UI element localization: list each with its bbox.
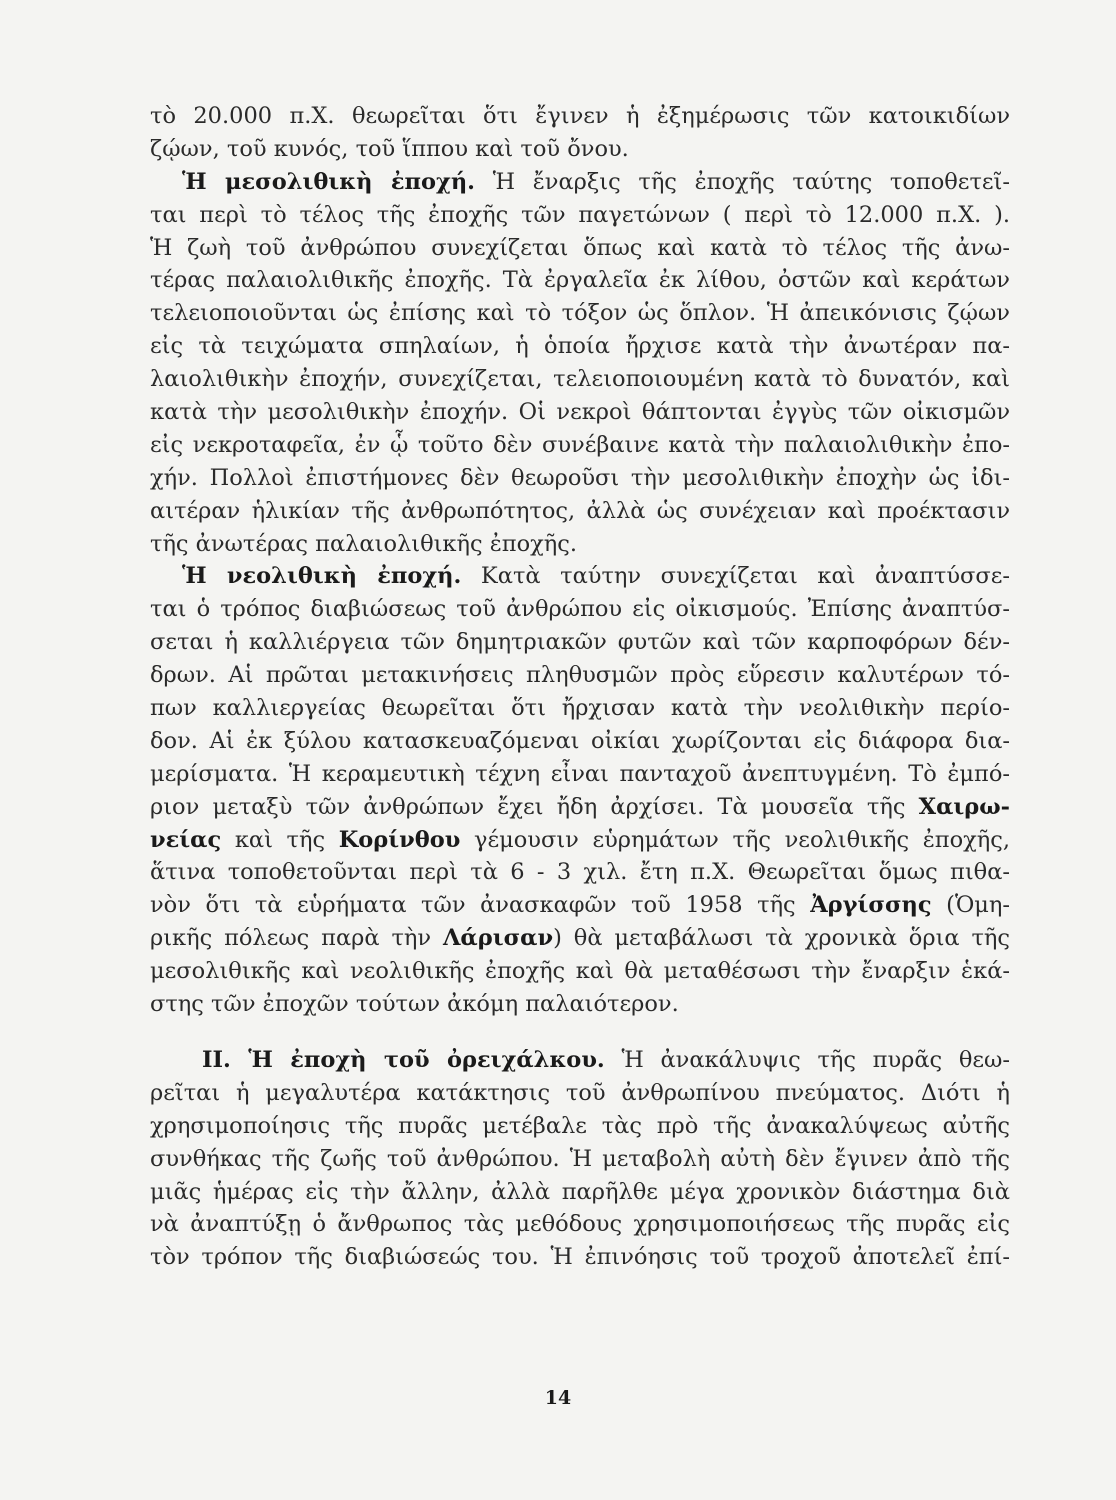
text-run: ρεῖται ἡ μεγαλυτέρα κατάκτησις τοῦ ἀνθρωπίνου πνεύματος. Διότι ἡ: [150, 1079, 1010, 1106]
text-run: αιτέραν ἡλικίαν τῆς ἀνθρωπότητος, ἀλλὰ ὡς συνέχειαν καὶ προέκτασιν: [150, 497, 1010, 524]
text-line: [150, 1241, 1010, 1274]
text-line: [150, 297, 1010, 330]
place-name-argissa: Ἀργίσσης: [810, 892, 932, 919]
text-run: κατὰ τὴν μεσολιθικὴν ἐποχήν. Οἱ νεκροὶ θάπτονται ἐγγὺς τῶν οἰκισμῶν: [150, 399, 1010, 426]
text-line: [150, 528, 1010, 561]
text-run: ριον μεταξὺ τῶν ἀνθρώπων ἔχει ἤδη ἀρχίσει. Τὰ μουσεῖα τῆς: [150, 793, 919, 820]
text-run: χήν. Πολλοὶ ἐπιστήμονες δὲν θεωροῦσι τὴν μεσολιθικὴν ἐποχὴν ὡς ἰδι-: [150, 464, 1010, 491]
text-run: μιᾶς ἡμέρας εἰς τὴν ἄλλην, ἀλλὰ παρῆλθε μέγα χρονικὸν διάστημα διὰ: [150, 1178, 1010, 1205]
text-run: ἅτινα τοποθετοῦνται περὶ τὰ 6 - 3 χιλ. ἔτη π.Χ. Θεωρεῖται ὅμως πιθα-: [150, 859, 1010, 886]
text-line: [150, 725, 1010, 758]
place-name-korinthos: Κορίνθου: [338, 826, 461, 853]
text-line: [150, 363, 1010, 396]
text-line: [150, 889, 1010, 922]
text-run: σεται ἡ καλλιέργεια τῶν δημητριακῶν φυτῶν καὶ τῶν καρποφόρων δέν-: [150, 629, 1010, 656]
section-heading-neolithic: Ἡ νεολιθικὴ ἐποχή.: [182, 563, 462, 590]
text-run: ζῴων, τοῦ κυνός, τοῦ ἵππου καὶ τοῦ ὄνου.: [150, 135, 629, 162]
text-line: [150, 199, 1010, 232]
text-line: [150, 659, 1010, 692]
section-heading-line: [150, 166, 1010, 199]
text-run: καὶ τῆς: [221, 826, 339, 853]
text-run: ται περὶ τὸ τέλος τῆς ἐποχῆς τῶν παγετώνων ( περὶ τὸ 12.000 π.Χ. ).: [150, 201, 1010, 228]
text-line: [150, 429, 1010, 462]
text-line: [150, 922, 1010, 955]
page-number: 14: [544, 1387, 572, 1409]
place-name-chaironeia: Χαιρω-: [918, 793, 1010, 820]
text-run: λαιολιθικὴν ἐποχήν, συνεχίζεται, τελειοποιουμένη κατὰ τὸ δυνατόν, καὶ: [150, 366, 1010, 393]
text-line: [150, 1143, 1010, 1176]
text-run: εἰς τὰ τειχώματα σπηλαίων, ἡ ὁποία ἤρχισε κατὰ τὴν ἀνωτέραν πα-: [150, 333, 1010, 360]
text-line: [150, 1110, 1010, 1143]
text-run: Κατὰ ταύτην συνεχίζεται καὶ ἀναπτύσσε-: [461, 563, 1010, 590]
text-run: δον. Αἱ ἐκ ξύλου κατασκευαζόμεναι οἰκίαι χωρίζονται εἰς διάφορα δια-: [150, 727, 1010, 754]
text-run: γέμουσιν εὑρημάτων τῆς νεολιθικῆς ἐποχῆς,: [460, 826, 1010, 853]
text-line: [150, 495, 1010, 528]
text-line: [150, 1208, 1010, 1241]
text-run: τελειοποιοῦνται ὡς ἐπίσης καὶ τὸ τόξον ὡς ὅπλον. Ἡ ἀπεικόνισις ζῴων: [150, 300, 1010, 327]
text-line: [150, 692, 1010, 725]
section-heading-line: [150, 1044, 1010, 1077]
text-line: [150, 133, 1010, 166]
text-line: [150, 232, 1010, 265]
section-gap: [150, 1021, 1010, 1044]
text-run: χρησιμοποίησις τῆς πυρᾶς μετέβαλε τὰς πρὸ τῆς ἀνακαλύψεως αὐτῆς: [150, 1112, 1010, 1139]
text-line: [150, 264, 1010, 297]
text-line: [150, 856, 1010, 889]
text-run: τὸ 20.000 π.Χ. θεωρεῖται ὅτι ἔγινεν ἡ ἐξημέρωσις τῶν κατοικιδίων: [150, 103, 1010, 129]
text-run: τὸν τρόπον τῆς διαβιώσεώς του. Ἡ ἐπινόησις τοῦ τροχοῦ ἀποτελεῖ ἐπί-: [150, 1244, 1010, 1271]
text-line: [150, 100, 1010, 133]
text-run: πων καλλιεργείας θεωρεῖται ὅτι ἤρχισαν κατὰ τὴν νεολιθικὴν περίο-: [150, 695, 1010, 722]
text-run: Ἡ ἀνακάλυψις τῆς πυρᾶς θεω-: [604, 1046, 1010, 1073]
text-run: ) θὰ μεταβάλωσι τὰ χρονικὰ ὅρια τῆς: [553, 925, 1010, 952]
text-run: Ἡ ζωὴ τοῦ ἀνθρώπου συνεχίζεται ὅπως καὶ κατὰ τὸ τέλος τῆς ἀνω-: [150, 234, 1010, 261]
section-heading-bronze-age: ΙΙ. Ἡ ἐποχὴ τοῦ ὀρειχάλκου.: [202, 1046, 605, 1073]
text-line: [150, 791, 1010, 824]
place-name-larisa: Λάρισαν: [442, 925, 554, 952]
text-line: [150, 955, 1010, 988]
text-line: [150, 462, 1010, 495]
text-run: συνθήκας τῆς ζωῆς τοῦ ἀνθρώπου. Ἡ μεταβολὴ αὐτὴ δὲν ἔγινεν ἀπὸ τῆς: [150, 1145, 1010, 1172]
text-run: νὸν ὅτι τὰ εὑρήματα τῶν ἀνασκαφῶν τοῦ 1958 τῆς: [150, 892, 811, 919]
text-run: μερίσματα. Ἡ κεραμευτικὴ τέχνη εἶναι πανταχοῦ ἀνεπτυγμένη. Τὸ ἐμπό-: [150, 760, 1010, 787]
page-body: [150, 100, 1010, 1274]
text-line: [150, 1077, 1010, 1110]
text-line: [150, 626, 1010, 659]
text-line: [150, 330, 1010, 363]
text-run: (Ὁμη-: [931, 892, 1010, 919]
text-run: στης τῶν ἐποχῶν τούτων ἀκόμη παλαιότερον.: [150, 991, 679, 1018]
text-run: ρικῆς πόλεως παρὰ τὴν: [150, 925, 443, 952]
section-heading-mesolithic: Ἡ μεσολιθικὴ ἐποχή.: [182, 168, 476, 195]
text-run: τῆς ἀνωτέρας παλαιολιθικῆς ἐποχῆς.: [150, 530, 578, 557]
place-name-chaironeia-end: νείας: [150, 826, 222, 853]
text-line: [150, 758, 1010, 791]
text-run: τέρας παλαιολιθικῆς ἐποχῆς. Τὰ ἐργαλεῖα ἐκ λίθου, ὀστῶν καὶ κεράτων: [150, 267, 1010, 294]
text-run: εἰς νεκροταφεῖα, ἐν ᾧ τοῦτο δὲν συνέβαινε κατὰ τὴν παλαιολιθικὴν ἐπο-: [150, 431, 1010, 458]
text-line: [150, 1176, 1010, 1209]
text-run: νὰ ἀναπτύξῃ ὁ ἄνθρωπος τὰς μεθόδους χρησιμοποιήσεως τῆς πυρᾶς εἰς: [150, 1211, 1010, 1238]
section-heading-line: [150, 560, 1010, 593]
text-line: [150, 593, 1010, 626]
text-run: Ἡ ἔναρξις τῆς ἐποχῆς ταύτης τοποθετεῖ-: [475, 168, 1010, 195]
text-run: ται ὁ τρόπος διαβιώσεως τοῦ ἀνθρώπου εἰς οἰκισμούς. Ἐπίσης ἀναπτύσ-: [150, 596, 1010, 623]
text-line: [150, 988, 1010, 1021]
text-line: [150, 824, 1010, 857]
text-line: [150, 396, 1010, 429]
text-run: μεσολιθικῆς καὶ νεολιθικῆς ἐποχῆς καὶ θὰ μεταθέσωσι τὴν ἔναρξιν ἑκά-: [150, 958, 1010, 985]
text-run: δρων. Αἱ πρῶται μετακινήσεις πληθυσμῶν πρὸς εὕρεσιν καλυτέρων τό-: [150, 662, 1010, 689]
